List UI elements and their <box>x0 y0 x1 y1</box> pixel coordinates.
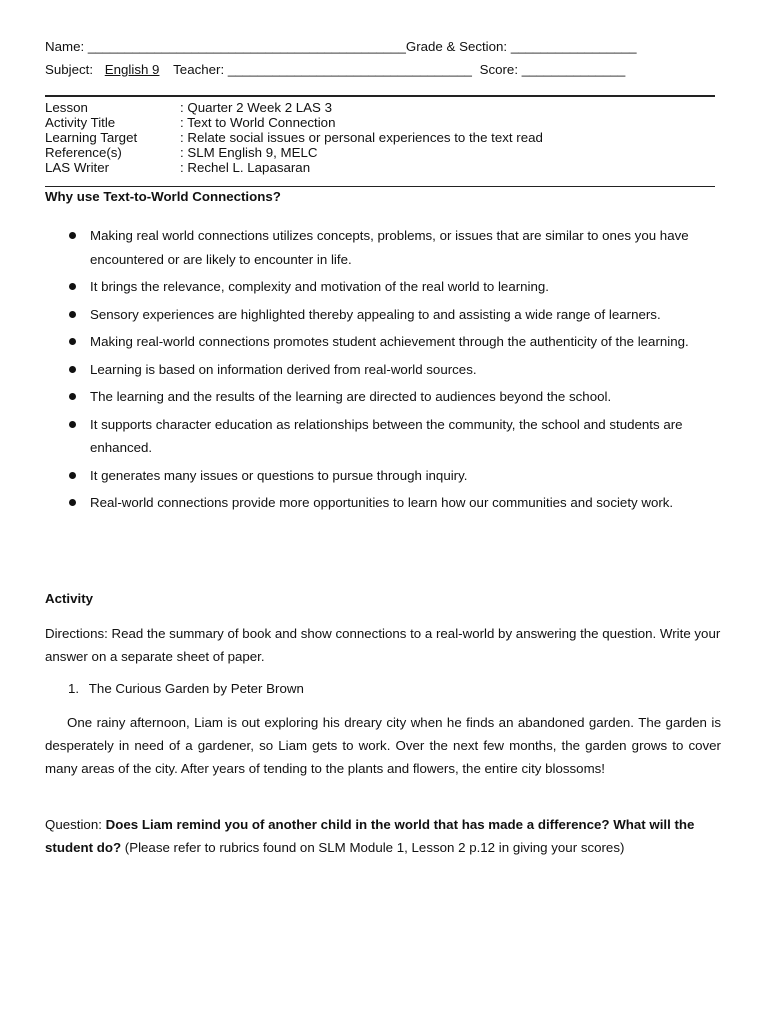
question-text: Does Liam remind you of another child in the world that has made a difference? What will the student do? <box>45 817 695 855</box>
bullet-icon <box>69 283 76 290</box>
bullet-icon <box>69 499 76 506</box>
list-item: The learning and the results of the learning are directed to audiences beyond the school. <box>45 385 725 409</box>
bullet-icon <box>69 338 76 345</box>
list-item: Making real world connections utilizes concepts, problems, or issues that are similar to ones you have encountered or are likely to encounter in life. <box>45 224 725 271</box>
question-note: (Please refer to rubrics found on SLM Module 1, Lesson 2 p.12 in giving your scores) <box>121 840 625 855</box>
list-item: Learning is based on information derived from real-world sources. <box>45 358 725 382</box>
meta-rule <box>45 186 715 187</box>
question-label: Question: <box>45 817 106 832</box>
name-line <box>45 39 716 55</box>
activity-title: Activity <box>45 591 94 606</box>
activity-directions: Directions: Read the summary of book and show connections to a real-world by answering the question. Write your answer on a separate sheet of paper. <box>45 626 721 664</box>
subject-label: Subject: <box>45 62 94 77</box>
meta-writer-value: : Rechel L. Lapasaran <box>180 160 311 175</box>
section-title: Why use Text-to-World Connections? <box>45 189 281 204</box>
name-field[interactable]: Name: ___________________________________________ <box>45 39 406 54</box>
meta-reference-label: Reference(s) <box>45 145 122 160</box>
meta-activity-value: : Text to World Connection <box>180 115 336 130</box>
bullet-icon <box>69 311 76 318</box>
score-field[interactable]: Score: ______________ <box>479 62 626 77</box>
bullet-list <box>45 224 725 519</box>
bullet-icon <box>69 421 76 428</box>
question <box>45 813 721 859</box>
subject-line <box>45 62 716 78</box>
list-item: Making real-world connections promotes student achievement through the authenticity of the learning. <box>45 330 725 354</box>
book-summary: One rainy afternoon, Liam is out exploring his dreary city when he finds an abandoned garden. The garden is desperately in need of a gardener, so Liam gets to work. Over the next few months, the garden grows to cover many areas of the city. After years of tending to the plants and flowers, the entire city blossoms! <box>45 715 721 776</box>
meta-lesson-label: Lesson <box>45 100 88 115</box>
teacher-field[interactable]: Teacher: _________________________________ <box>173 62 472 77</box>
item-title: The Curious Garden by Peter Brown <box>88 681 304 696</box>
meta-activity-label: Activity Title <box>45 115 116 130</box>
item-number: 1. <box>68 681 80 696</box>
bullet-icon <box>69 366 76 373</box>
grade-section-field[interactable]: Grade & Section: _________________ <box>405 39 637 54</box>
bullet-icon <box>69 472 76 479</box>
meta-reference-value: : SLM English 9, MELC <box>180 145 318 160</box>
meta-target-label: Learning Target <box>45 130 138 145</box>
list-item: It brings the relevance, complexity and motivation of the real world to learning. <box>45 275 725 299</box>
bullet-icon <box>69 393 76 400</box>
header-rule <box>45 95 715 97</box>
activity-item <box>68 681 304 696</box>
meta-target-value: : Relate social issues or personal experiences to the text read <box>180 130 543 145</box>
list-item: Real-world connections provide more opportunities to learn how our communities and society work. <box>45 491 725 515</box>
list-item: Sensory experiences are highlighted thereby appealing to and assisting a wide range of learners. <box>45 303 725 327</box>
subject-value: English 9 <box>104 62 160 77</box>
bullet-icon <box>69 232 76 239</box>
list-item: It generates many issues or questions to pursue through inquiry. <box>45 464 725 488</box>
meta-writer-label: LAS Writer <box>45 160 110 175</box>
meta-lesson-value: : Quarter 2 Week 2 LAS 3 <box>180 100 333 115</box>
list-item: It supports character education as relationships between the community, the school and students are enhanced. <box>45 413 725 460</box>
